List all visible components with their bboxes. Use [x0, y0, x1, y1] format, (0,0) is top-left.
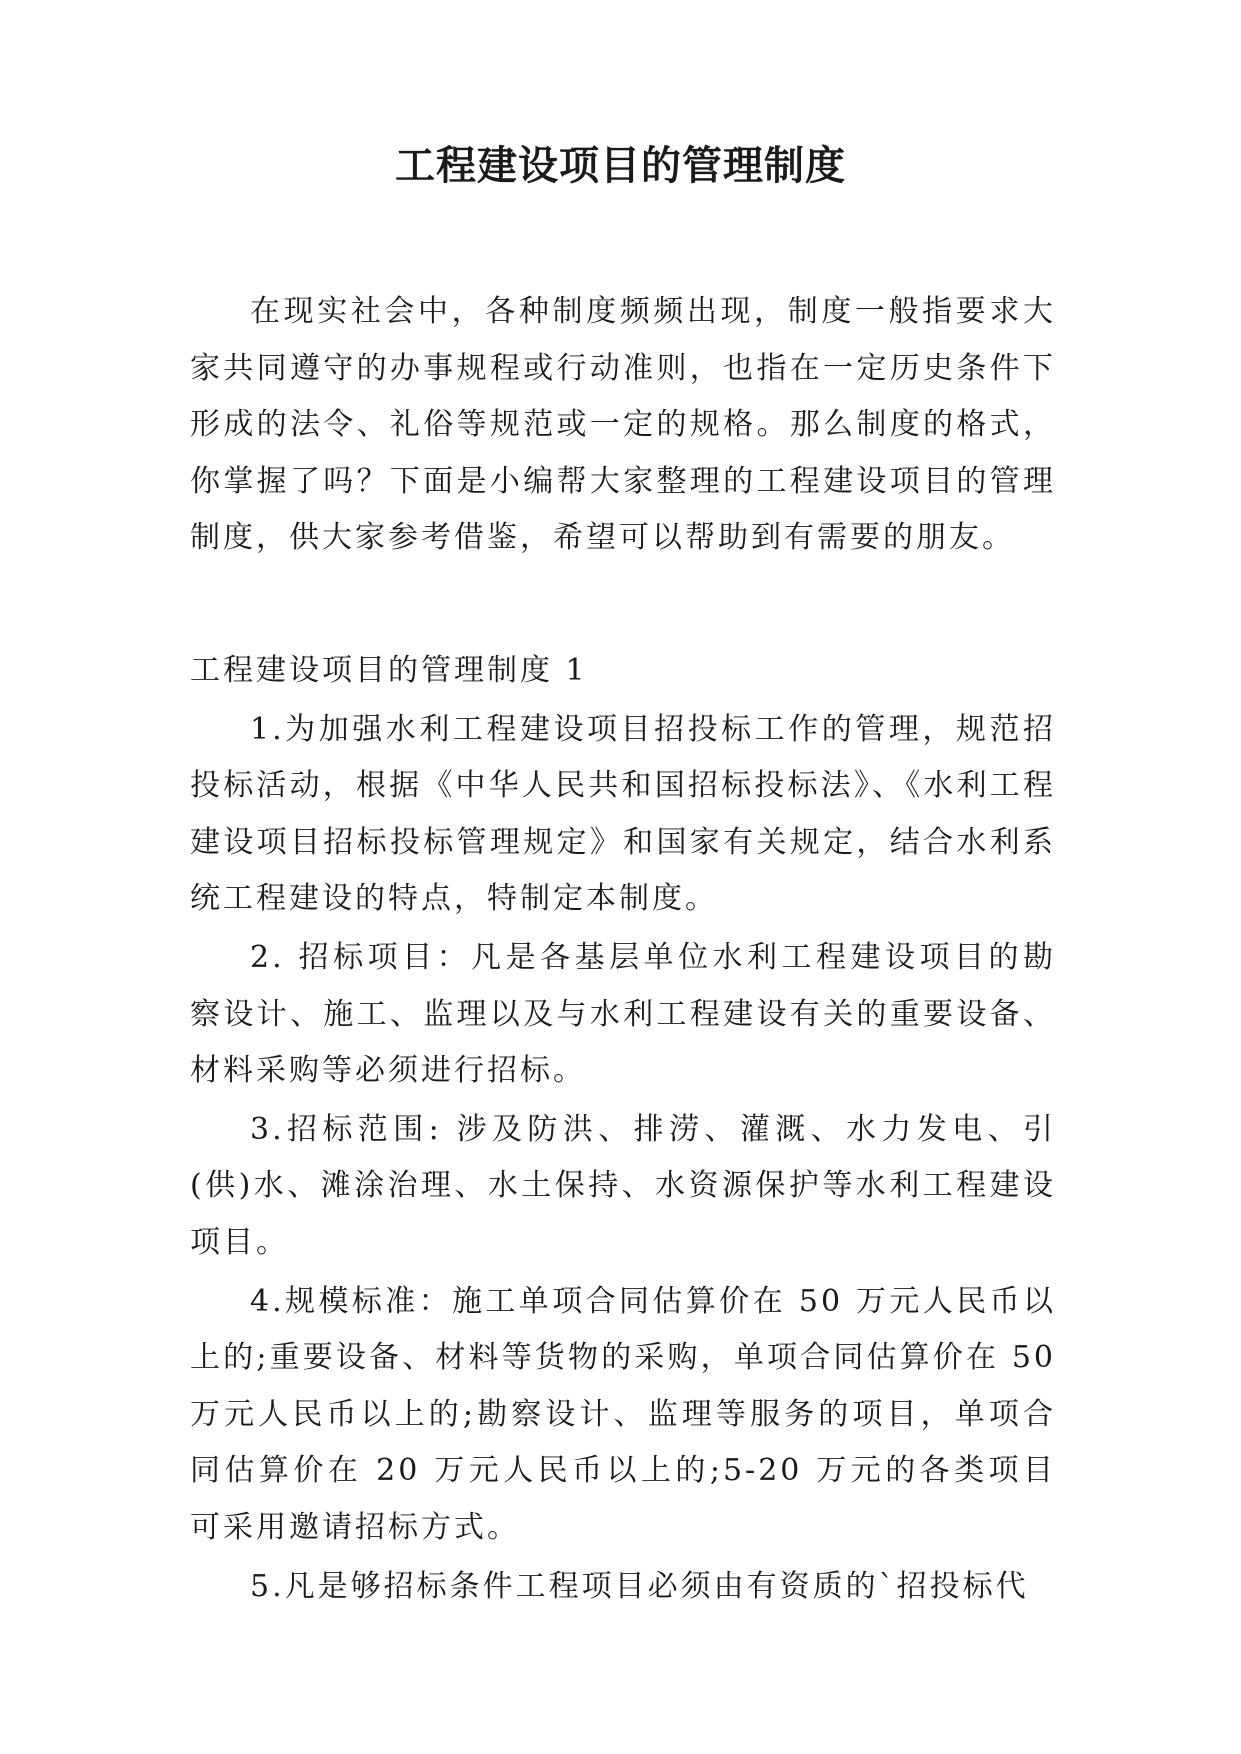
clause-5: 5.凡是够招标条件工程项目必须由有资质的`招投标代	[250, 1568, 1029, 1604]
clause-3: 3.招标范围: 涉及防洪、排涝、灌溉、水力发电、引(供)水、滩涂治理、水土保持、水资源保护等水利工程建设项目。	[190, 1111, 1056, 1260]
document-title: 工程建设项目的管理制度	[395, 143, 846, 189]
intro-text: 在现实社会中，各种制度频频出现，制度一般指要求大家共同遵守的办事规程或行动准则，也指在一定历史条件下形成的法令、礼俗等规范或一定的规格。那么制度的格式，你掌握了吗？下面是小编帮大家整理的工程建设项目的管理制度，供大家参考借鉴，希望可以帮助到有需要的朋友。	[190, 294, 1056, 556]
section-1	[190, 643, 1056, 1615]
clause-4: 4.规模标准：施工单项合同估算价在 50 万元人民币以上的;重要设备、材料等货物的采购，单项合同估算价在 50 万元人民币以上的;勘察设计、监理等服务的项目，单项合同估算价在 20 万元人民币以上的;5-20 万元的各类项目可采用邀请招标方式。	[190, 1283, 1056, 1545]
intro-paragraph	[190, 284, 1056, 567]
section-heading: 工程建设项目的管理制度 1	[190, 653, 588, 688]
clause-1: 1.为加强水利工程建设项目招投标工作的管理，规范招投标活动，根据《中华人民共和国招标投标法》、《水利工程建设项目招标投标管理规定》和国家有关规定，结合水利系统工程建设的特点，特制定本制度。	[190, 711, 1056, 917]
clause-2: 2. 招标项目：凡是各基层单位水利工程建设项目的勘察设计、施工、监理以及与水利工程建设有关的重要设备、材料采购等必须进行招标。	[190, 939, 1056, 1089]
